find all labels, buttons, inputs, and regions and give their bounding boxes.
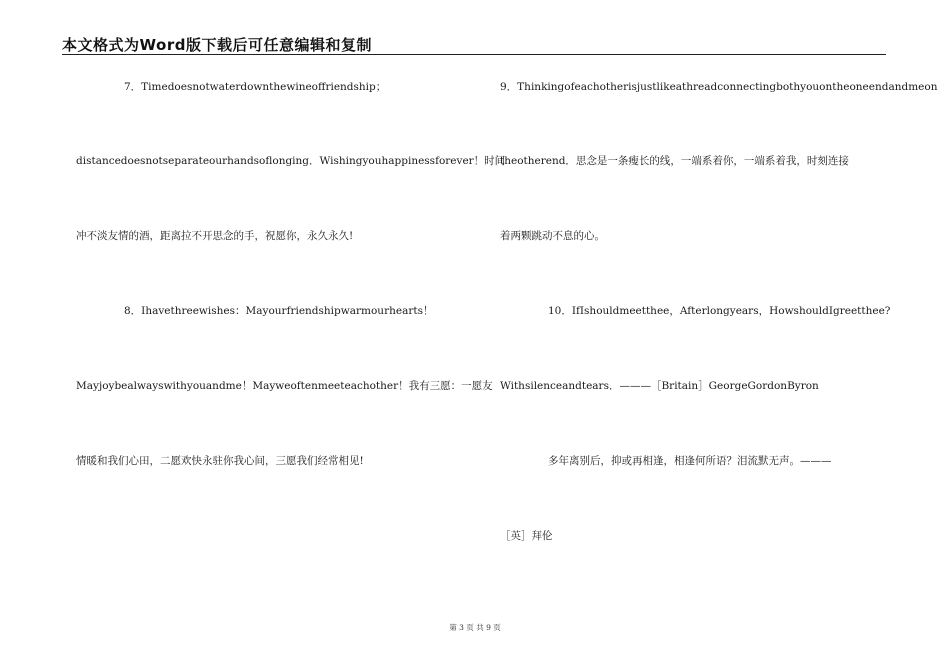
- item9-line3: 着两颗跳动不息的心。: [500, 230, 605, 242]
- item10-line1: 10．IfIshouldmeetthee，Afterlongyears，HowshouldIgreetthee?: [548, 305, 891, 317]
- document-header-title: 本文格式为Word版下载后可任意编辑和复制: [62, 36, 372, 54]
- item10-line4: ［英］拜伦: [500, 530, 553, 542]
- item9-line2: theotherend．思念是一条瘦长的线，一端系着你，一端系着我，时刻连接: [500, 155, 849, 167]
- item8-line2: Mayjoybealwayswithyouandme！Mayweoftenmeeteachother！我有三愿：一愿友: [76, 380, 493, 392]
- item7-line1: 7．Timedoesnotwaterdownthewineoffriendship；: [124, 81, 387, 93]
- item9-line1: 9．Thinkingofeachotherisjustlikeathreadconnectingbothyouontheoneendandmeon: [500, 81, 938, 93]
- item10-line2: Withsilenceandtears．———［Britain］GeorgeGordonByron: [500, 380, 819, 392]
- item10-line3: 多年离别后，抑或再相逢，相逢何所语？泪流默无声。———: [548, 455, 832, 467]
- item8-line3: 情暖和我们心田，二愿欢快永驻你我心间，三愿我们经常相见!: [76, 455, 364, 467]
- item7-line3: 冲不淡友情的酒，距离拉不开思念的手，祝愿你，永久永久!: [76, 230, 354, 242]
- item7-line2: distancedoesnotseparateourhandsoflonging．Wishingyouhappinessforever！时间: [76, 155, 506, 167]
- item8-line1: 8．Ihavethreewishes：Mayourfriendshipwarmourhearts！: [124, 305, 434, 317]
- header-rule: [62, 54, 886, 55]
- page-number: 第 3 页 共 9 页: [449, 623, 501, 632]
